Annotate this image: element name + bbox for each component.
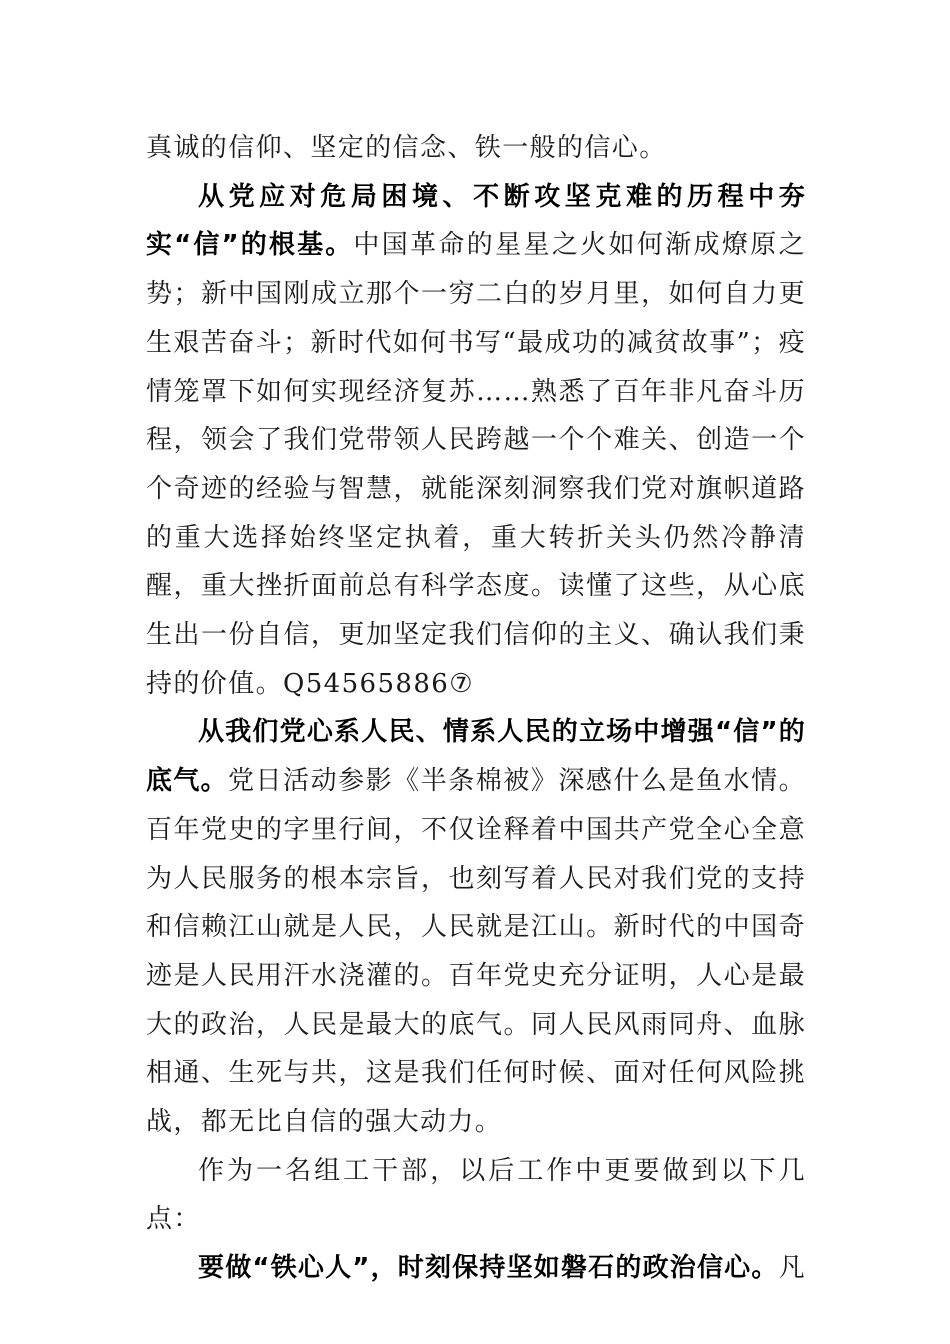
paragraph-heading: 要做“铁心人”，时刻保持坚如磐石的政治信心。 [198,1253,779,1284]
paragraph-intro [146,1147,806,1244]
paragraph-text: 真诚的信仰、坚定的信念、铁一般的信心。 [146,133,667,163]
paragraph-continuation [146,124,806,173]
paragraph-foundation [146,173,806,709]
paragraph-text: 凡 [778,1253,806,1284]
paragraph-iron-heart [146,1244,806,1293]
paragraph-heading: 从我们党心系人民、情系人民的立场中增强“信”的底气。 [146,717,806,797]
paragraph-text: 党日活动参影《半条棉被》深感什么是鱼水情。百年党史的字里行间，不仅诠释着中国共产党全心全意为人民服务的根本宗旨，也刻写着人民对我们党的支持和信赖江山就是人民，人民就是江山。新时代的中国奇迹是人民用汗水浇灌的。百年党史充分证明，人心是最大的政治，人民是最大的底气。同人民风雨同舟、血脉相通、生死与共，这是我们任何时候、面对任何风险挑战，都无比自信的强大动力。 [146,766,806,1138]
paragraph-text: 作为一名组工干部，以后工作中更要做到以下几点： [146,1155,806,1235]
paragraph-people [146,708,806,1146]
document-body [146,124,806,1293]
paragraph-text: 中国革命的星星之火如何渐成燎原之势；新中国刚成立那个一穷二白的岁月里，如何自力更生艰苦奋斗；新时代如何书写“最成功的减贫故事”；疫情笼罩下如何实现经济复苏……熟悉了百年非凡奋斗历程，领会了我们党带领人民跨越一个个难关、创造一个个奇迹的经验与智慧，就能深刻洞察我们党对旗帜道路的重大选择始终坚定执着，重大转折关头仍然冷静清醒，重大挫折面前总有科学态度。读懂了这些，从心底生出一份自信，更加坚定我们信仰的主义、确认我们秉持的价值。Q54565886⑦ [146,230,807,699]
paragraph-heading: 从党应对危局困境、不断攻坚克难的历程中夯实“信”的根基。 [146,181,806,261]
